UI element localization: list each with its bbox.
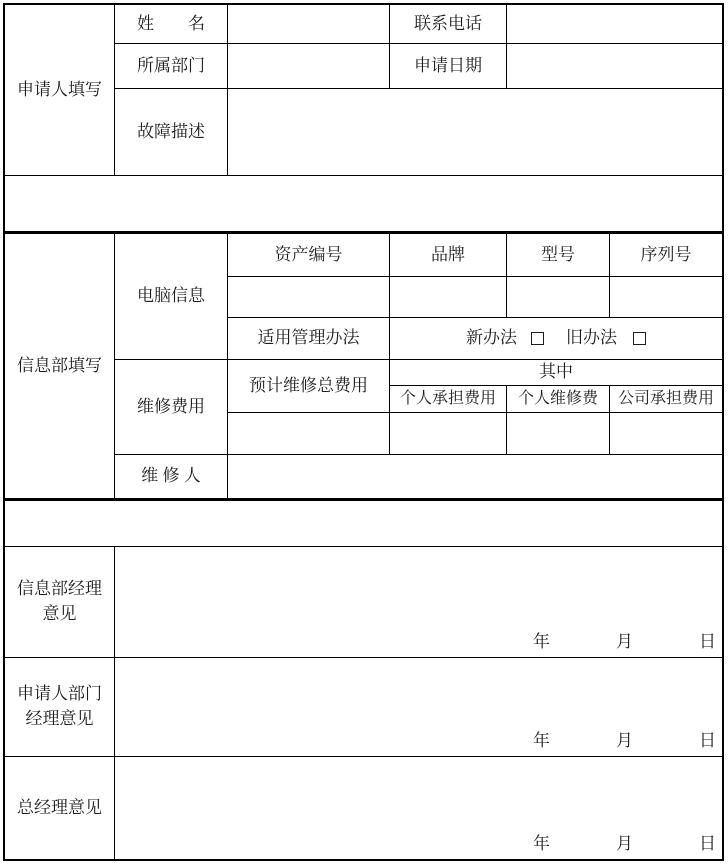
estimated-total-input-cell[interactable]	[228, 413, 390, 455]
model-label: 型号	[507, 234, 610, 277]
estimated-total-label: 预计维修总费用	[228, 360, 390, 413]
day-label: 日	[699, 731, 716, 750]
brand-label: 品牌	[390, 234, 507, 277]
name-input-cell[interactable]	[228, 5, 390, 44]
day-label: 日	[699, 632, 716, 651]
phone-input-cell[interactable]	[507, 5, 722, 44]
applicant-section-label: 申请人填写	[5, 5, 115, 176]
month-label: 月	[616, 632, 633, 651]
serial-number-input-cell[interactable]	[610, 277, 722, 318]
repairer-input-cell[interactable]	[228, 455, 722, 498]
name-label: 姓 名	[115, 5, 228, 44]
personal-repair-label: 个人维修费	[507, 386, 610, 413]
general-manager-opinion-label: 总经理意见	[5, 757, 115, 859]
serial-number-label: 序列号	[610, 234, 722, 277]
it-manager-opinion-label: 信息部经理意见	[5, 547, 115, 658]
fault-description-input-cell[interactable]	[228, 89, 722, 176]
applicant-manager-opinion-label: 申请人部门经理意见	[5, 658, 115, 757]
general-manager-date-line	[533, 829, 718, 854]
it-manager-comment-area[interactable]	[115, 547, 722, 658]
policy-label: 适用管理办法	[228, 318, 390, 360]
old-policy-checkbox[interactable]	[633, 332, 646, 345]
spacer-row-2	[5, 501, 722, 547]
repair-application-form	[3, 3, 724, 861]
it-manager-date-line	[533, 627, 718, 652]
new-policy-checkbox[interactable]	[531, 332, 544, 345]
personal-cost-label: 个人承担费用	[390, 386, 507, 413]
year-label: 年	[533, 632, 550, 651]
day-label: 日	[699, 834, 716, 853]
spacer-row-1	[5, 176, 722, 231]
brand-input-cell[interactable]	[390, 277, 507, 318]
fault-description-label: 故障描述	[115, 89, 228, 176]
month-label: 月	[616, 731, 633, 750]
it-section-label: 信息部填写	[5, 234, 115, 498]
among-label: 其中	[390, 360, 722, 386]
asset-number-input-cell[interactable]	[228, 277, 390, 318]
repairer-label: 维 修 人	[115, 455, 228, 498]
phone-label: 联系电话	[390, 5, 507, 44]
application-date-input-cell[interactable]	[507, 44, 722, 89]
application-date-label: 申请日期	[390, 44, 507, 89]
applicant-manager-date-line	[533, 726, 718, 751]
personal-cost-input-cell[interactable]	[390, 413, 507, 455]
computer-info-label: 电脑信息	[115, 234, 228, 360]
applicant-manager-comment-area[interactable]	[115, 658, 722, 757]
department-label: 所属部门	[115, 44, 228, 89]
company-cost-label: 公司承担费用	[610, 386, 722, 413]
repair-cost-label: 维修费用	[115, 360, 228, 455]
company-cost-input-cell[interactable]	[610, 413, 722, 455]
personal-repair-input-cell[interactable]	[507, 413, 610, 455]
new-policy-label: 新办法	[466, 328, 517, 348]
model-input-cell[interactable]	[507, 277, 610, 318]
general-manager-comment-area[interactable]	[115, 757, 722, 859]
year-label: 年	[533, 731, 550, 750]
department-input-cell[interactable]	[228, 44, 390, 89]
old-policy-label: 旧办法	[566, 328, 617, 348]
asset-number-label: 资产编号	[228, 234, 390, 277]
policy-options-cell	[390, 318, 722, 360]
year-label: 年	[533, 834, 550, 853]
month-label: 月	[616, 834, 633, 853]
